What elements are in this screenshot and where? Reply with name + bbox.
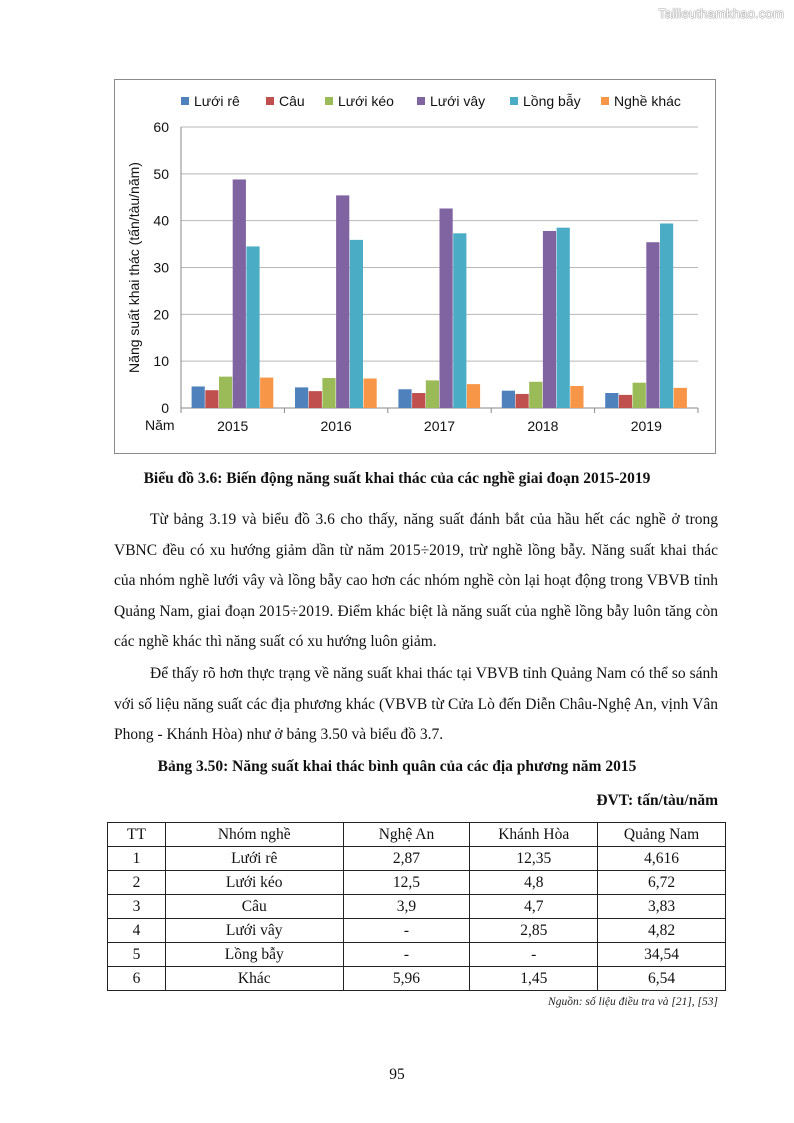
bar bbox=[674, 388, 687, 408]
y-axis-label: Năng suất khai thác (tấn/tàu/năm) bbox=[126, 162, 142, 373]
table-cell: 4,82 bbox=[598, 919, 726, 943]
bar bbox=[219, 377, 232, 408]
bar bbox=[398, 389, 411, 408]
bar bbox=[426, 380, 439, 408]
table-cell: 6,54 bbox=[598, 967, 726, 991]
header-cell: TT bbox=[108, 823, 166, 847]
table-cell: 3 bbox=[108, 895, 166, 919]
table-cell: 6,72 bbox=[598, 871, 726, 895]
legend-swatch bbox=[181, 97, 189, 105]
legend-swatch bbox=[266, 97, 274, 105]
x-tick-label: 2017 bbox=[423, 418, 456, 434]
bar bbox=[543, 231, 556, 408]
bar bbox=[440, 208, 453, 408]
bar bbox=[364, 378, 377, 408]
page-number: 95 bbox=[389, 1066, 405, 1083]
bar bbox=[529, 382, 542, 408]
table-cell: Lưới kéo bbox=[165, 871, 343, 895]
header-cell: Khánh Hòa bbox=[470, 823, 598, 847]
legend-label: Lưới kéo bbox=[338, 93, 394, 109]
table-cell: Lưới vây bbox=[165, 919, 343, 943]
legend-label: Lưới rê bbox=[194, 93, 240, 109]
x-tick-label: 2019 bbox=[630, 418, 662, 434]
bar bbox=[660, 223, 673, 408]
bar bbox=[233, 179, 246, 408]
table-row bbox=[108, 943, 726, 967]
bar bbox=[619, 395, 632, 408]
table-cell: 3,83 bbox=[598, 895, 726, 919]
table-cell: 4,8 bbox=[470, 871, 598, 895]
legend-label: Câu bbox=[279, 93, 305, 109]
figure-caption: Biểu đồ 3.6: Biến động năng suất khai thác của các nghề giai đoạn 2015-2019 bbox=[143, 470, 651, 487]
table-row bbox=[108, 847, 726, 871]
table-cell: Câu bbox=[165, 895, 343, 919]
header-cell: Nhóm nghề bbox=[165, 823, 343, 847]
chart-container bbox=[114, 79, 716, 454]
table-cell: 4,616 bbox=[598, 847, 726, 871]
bar bbox=[336, 195, 349, 408]
legend-swatch bbox=[417, 97, 425, 105]
y-tick-label: 50 bbox=[153, 165, 169, 182]
table-cell: 34,54 bbox=[598, 943, 726, 967]
header-cell: Nghệ An bbox=[343, 823, 470, 847]
bar bbox=[412, 393, 425, 408]
legend-label: Lưới vây bbox=[430, 93, 486, 109]
watermark: Tailieuthamkhao.com bbox=[658, 6, 784, 21]
bar bbox=[502, 391, 515, 408]
bar bbox=[516, 394, 529, 408]
table-cell: 6 bbox=[108, 967, 166, 991]
table-title: Bảng 3.50: Năng suất khai thác bình quân của các địa phương năm 2015 bbox=[157, 758, 637, 775]
table-cell: 4 bbox=[108, 919, 166, 943]
x-tick-label: 2018 bbox=[527, 418, 559, 434]
x-tick-label: 2015 bbox=[217, 418, 249, 434]
x-tick-label: 2016 bbox=[320, 418, 352, 434]
table-cell: - bbox=[343, 919, 470, 943]
table-row bbox=[108, 967, 726, 991]
table-cell: 2 bbox=[108, 871, 166, 895]
bar-chart bbox=[115, 80, 715, 453]
legend-label: Lồng bẫy bbox=[523, 93, 581, 109]
paragraph-1: Từ bảng 3.19 và biểu đồ 3.6 cho thấy, năng suất đánh bắt của hầu hết các nghề ở trong VBNC đều có xu hướng giảm dần từ năm 2015÷2019, trừ nghề lồng bẫy. Năng suất khai thác của nhóm nghề lưới vây và lồng bẫy cao hơn các nhóm nghề còn lại hoạt động trong VBVB tỉnh Quảng Nam, giai đoạn 2015÷2019. Điểm khác biệt là năng suất của nghề lồng bẫy luôn tăng còn các nghề khác thì năng suất có xu hướng luôn giảm. bbox=[114, 511, 718, 650]
table-cell: 2,87 bbox=[343, 847, 470, 871]
data-table bbox=[107, 822, 726, 991]
table-cell: 12,5 bbox=[343, 871, 470, 895]
table-cell: Lưới rê bbox=[165, 847, 343, 871]
table-source: Nguồn: số liệu điều tra và [21], [53] bbox=[548, 996, 718, 1008]
bar bbox=[295, 387, 308, 408]
x-axis-label: Năm bbox=[145, 417, 175, 433]
bar bbox=[633, 383, 646, 408]
bar bbox=[646, 242, 659, 408]
bar bbox=[260, 378, 273, 408]
legend-swatch bbox=[601, 97, 609, 105]
y-tick-label: 20 bbox=[153, 306, 169, 323]
bar bbox=[605, 393, 618, 408]
table-cell: Khác bbox=[165, 967, 343, 991]
y-tick-label: 40 bbox=[153, 212, 169, 229]
table-cell: 1,45 bbox=[470, 967, 598, 991]
table-cell: 2,85 bbox=[470, 919, 598, 943]
table-row bbox=[108, 871, 726, 895]
header-cell: Quảng Nam bbox=[598, 823, 726, 847]
bar bbox=[205, 390, 218, 408]
bar bbox=[453, 233, 466, 408]
legend-label: Nghề khác bbox=[614, 93, 681, 109]
table-cell: 5 bbox=[108, 943, 166, 967]
paragraph-2: Để thấy rõ hơn thực trạng về năng suất khai thác tại VBVB tỉnh Quảng Nam có thể so sánh với số liệu năng suất các địa phương khác (VBVB từ Cửa Lò đến Diễn Châu-Nghệ An, vịnh Vân Phong - Khánh Hòa) như ở bảng 3.50 và biểu đồ 3.7. bbox=[114, 665, 718, 743]
bar bbox=[350, 240, 363, 408]
table-header-row bbox=[108, 823, 726, 847]
y-tick-label: 60 bbox=[153, 119, 169, 135]
table-cell: 1 bbox=[108, 847, 166, 871]
bar bbox=[467, 384, 480, 408]
table-row bbox=[108, 919, 726, 943]
bar bbox=[570, 386, 583, 408]
legend-swatch bbox=[510, 97, 518, 105]
bar bbox=[246, 246, 259, 408]
table-unit: ĐVT: tấn/tàu/năm bbox=[596, 792, 718, 809]
table-cell: 12,35 bbox=[470, 847, 598, 871]
bar bbox=[309, 391, 322, 408]
table-cell: 4,7 bbox=[470, 895, 598, 919]
table-row bbox=[108, 895, 726, 919]
bar bbox=[192, 386, 205, 408]
y-tick-label: 0 bbox=[161, 400, 169, 416]
table-cell: - bbox=[470, 943, 598, 967]
table-cell: - bbox=[343, 943, 470, 967]
table-cell: 5,96 bbox=[343, 967, 470, 991]
legend-swatch bbox=[325, 97, 333, 105]
table-cell: Lồng bẫy bbox=[165, 943, 343, 967]
y-tick-label: 30 bbox=[153, 259, 169, 276]
y-tick-label: 10 bbox=[153, 353, 169, 370]
table-cell: 3,9 bbox=[343, 895, 470, 919]
bar bbox=[322, 378, 335, 408]
bar bbox=[557, 228, 570, 408]
